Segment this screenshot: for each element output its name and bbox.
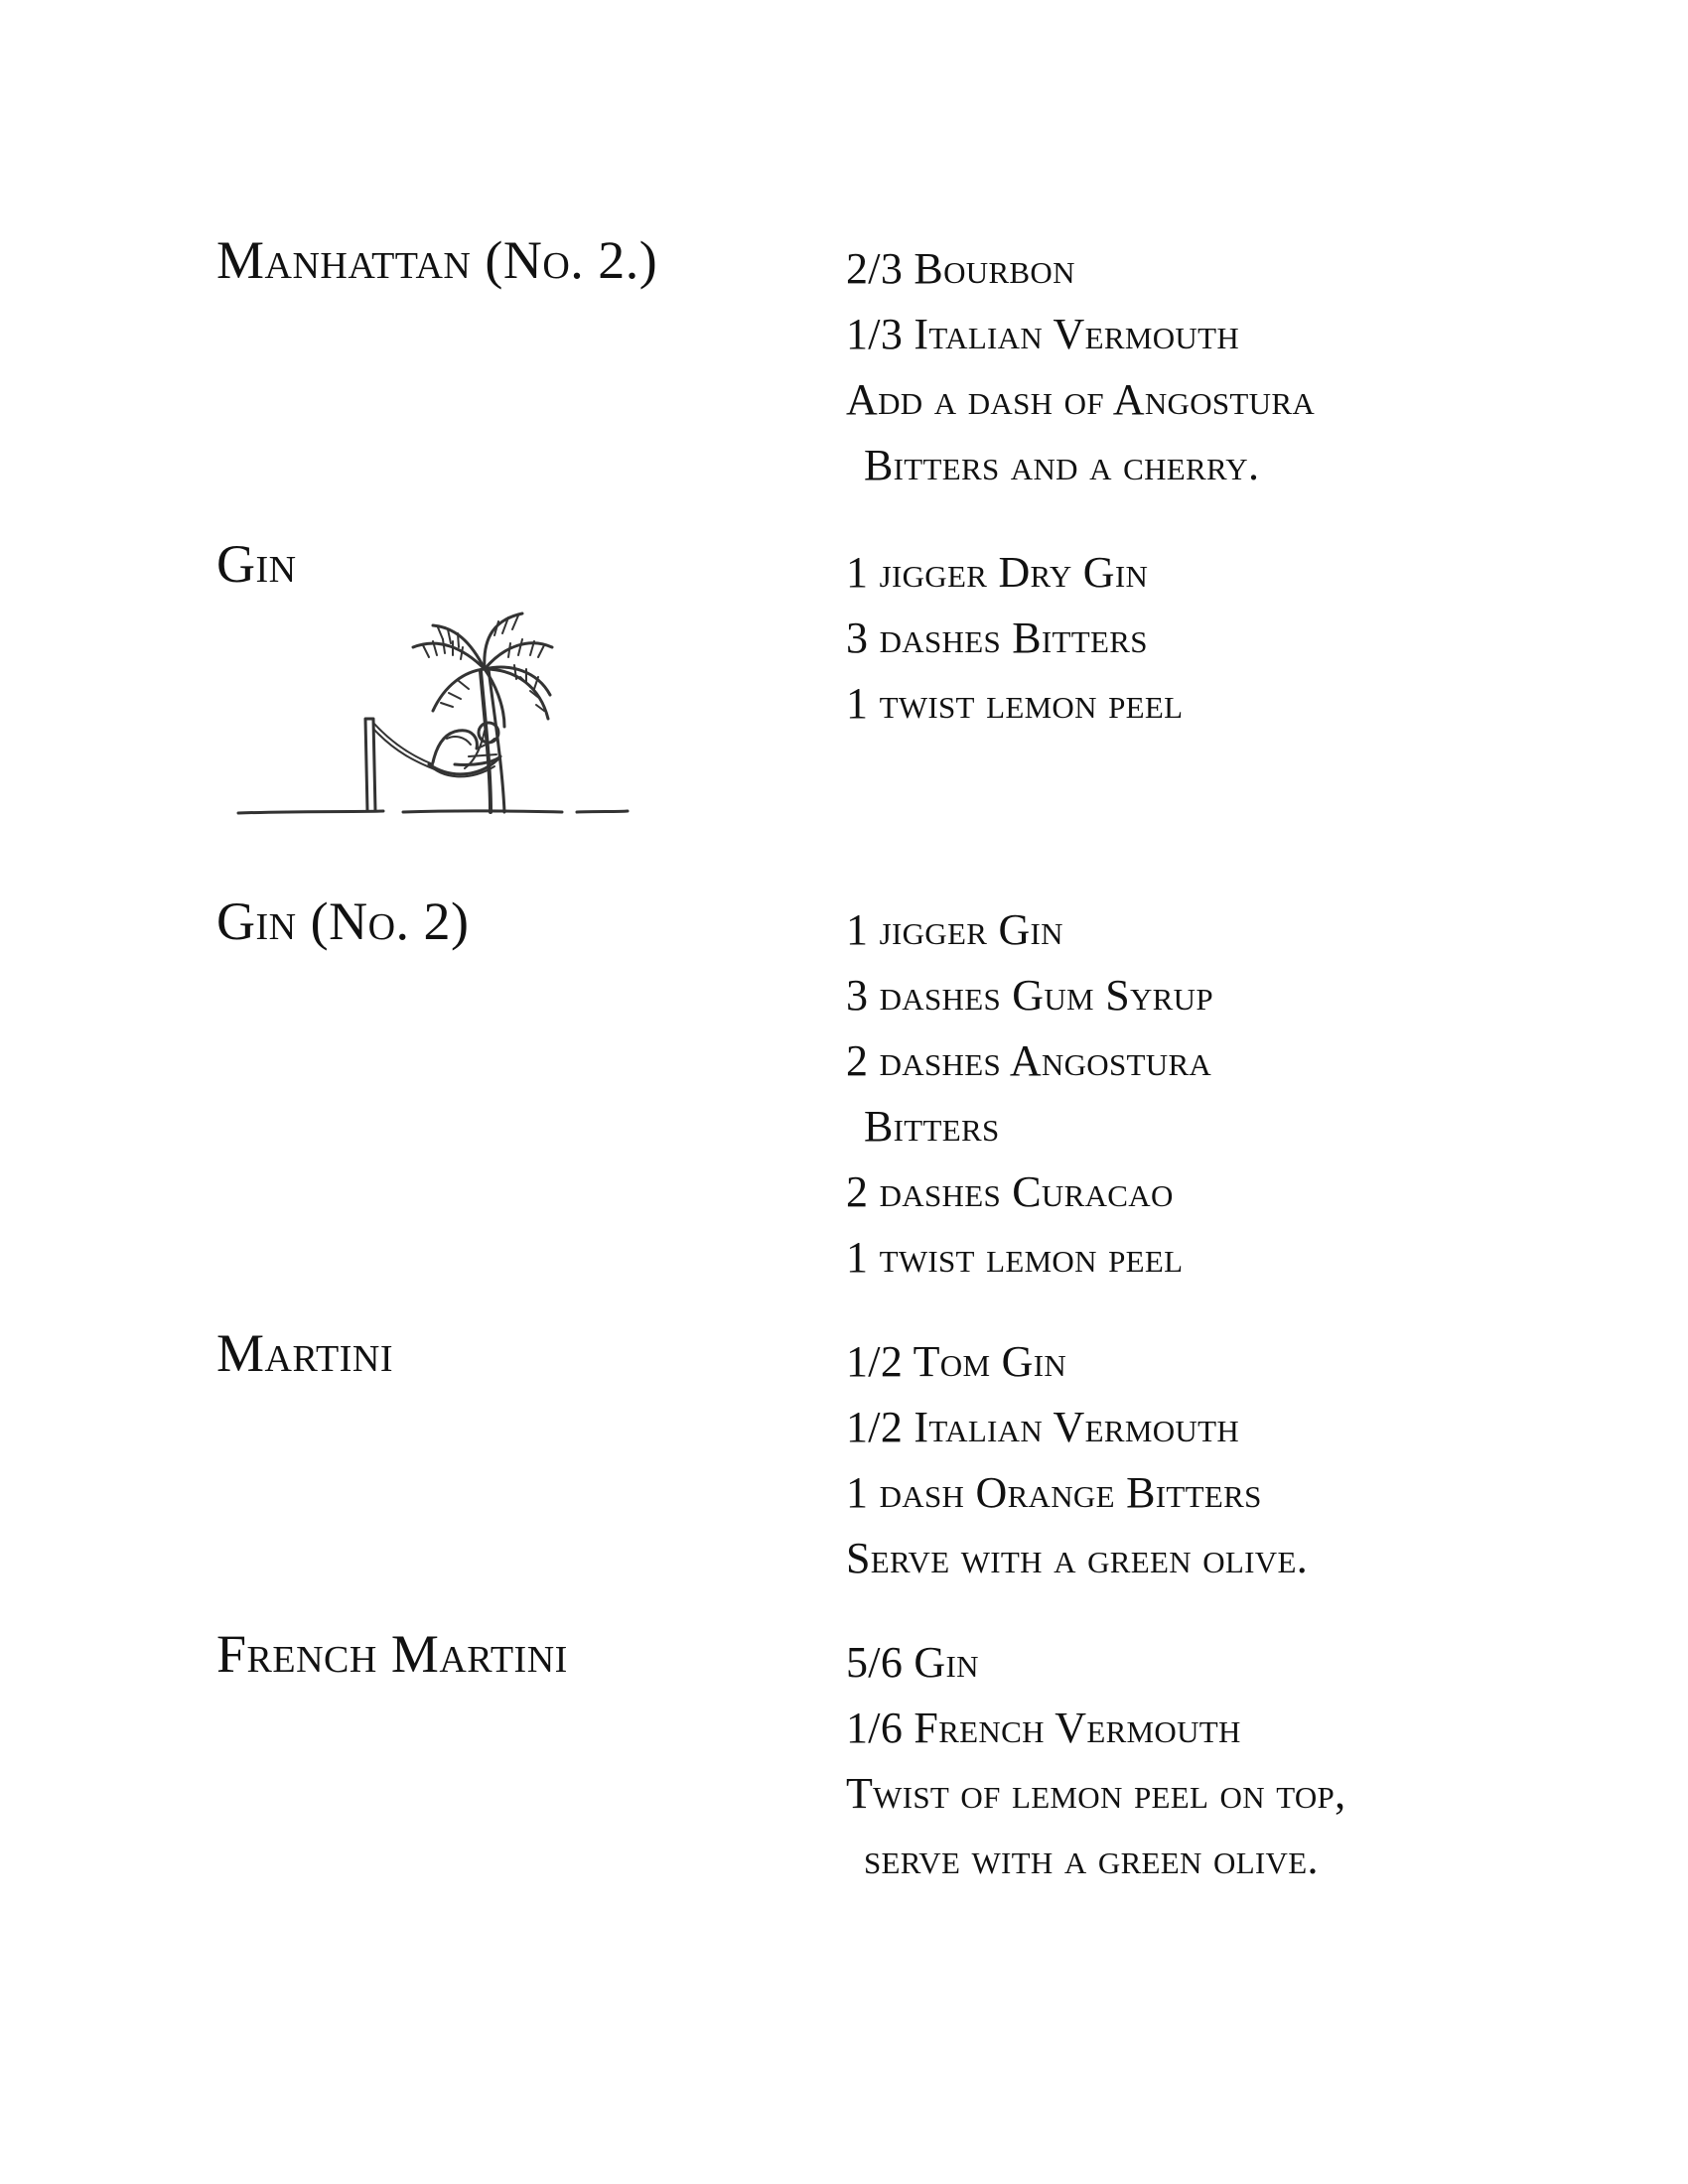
ingredient-list: [846, 1329, 1308, 1591]
ingredient-line: 5/6 Gin: [846, 1638, 979, 1687]
ingredient-line: 1 dash Orange Bitters: [846, 1468, 1262, 1517]
ingredient-line: 3 dashes Gum Syrup: [846, 971, 1213, 1020]
ingredient-list: [846, 236, 1315, 498]
ingredient-line: 1/6 French Vermouth: [846, 1704, 1241, 1752]
ingredient-line: Add a dash of Angostura: [846, 375, 1316, 424]
ingredient-line: 2 dashes Curacao: [846, 1167, 1174, 1216]
ingredient-line: Twist of lemon peel on top,: [846, 1769, 1346, 1818]
ingredient-line: Bitters and a cherry.: [864, 441, 1260, 489]
ingredient-line: 1 twist lemon peel: [846, 1233, 1184, 1282]
recipe-title: Martini: [216, 1323, 393, 1383]
ingredient-line: 3 dashes Bitters: [846, 614, 1148, 662]
ingredient-line: serve with a green olive.: [864, 1835, 1319, 1883]
ingredient-list: [846, 897, 1213, 1291]
recipe-title: French Martini: [216, 1624, 568, 1684]
recipe-title: Gin: [216, 534, 297, 594]
hammock-palm-tree-icon: [234, 608, 632, 826]
ingredient-list: [846, 1630, 1345, 1892]
ingredient-line: 1 jigger Gin: [846, 905, 1063, 954]
ingredient-line: 1 jigger Dry Gin: [846, 548, 1149, 597]
ingredient-line: 1/3 Italian Vermouth: [846, 310, 1240, 358]
ingredient-line: 1 twist lemon peel: [846, 679, 1184, 728]
ingredient-line: 2 dashes Angostura: [846, 1036, 1212, 1085]
ingredient-line: 1/2 Italian Vermouth: [846, 1403, 1240, 1451]
ingredient-line: 1/2 Tom Gin: [846, 1337, 1067, 1386]
recipe-title: Gin (No. 2): [216, 891, 470, 951]
ingredient-line: 2/3 Bourbon: [846, 244, 1075, 293]
ingredient-line: Serve with a green olive.: [846, 1534, 1309, 1582]
recipe-title: Manhattan (No. 2.): [216, 230, 658, 290]
ingredient-list: [846, 540, 1183, 737]
ingredient-line: Bitters: [864, 1102, 1000, 1151]
